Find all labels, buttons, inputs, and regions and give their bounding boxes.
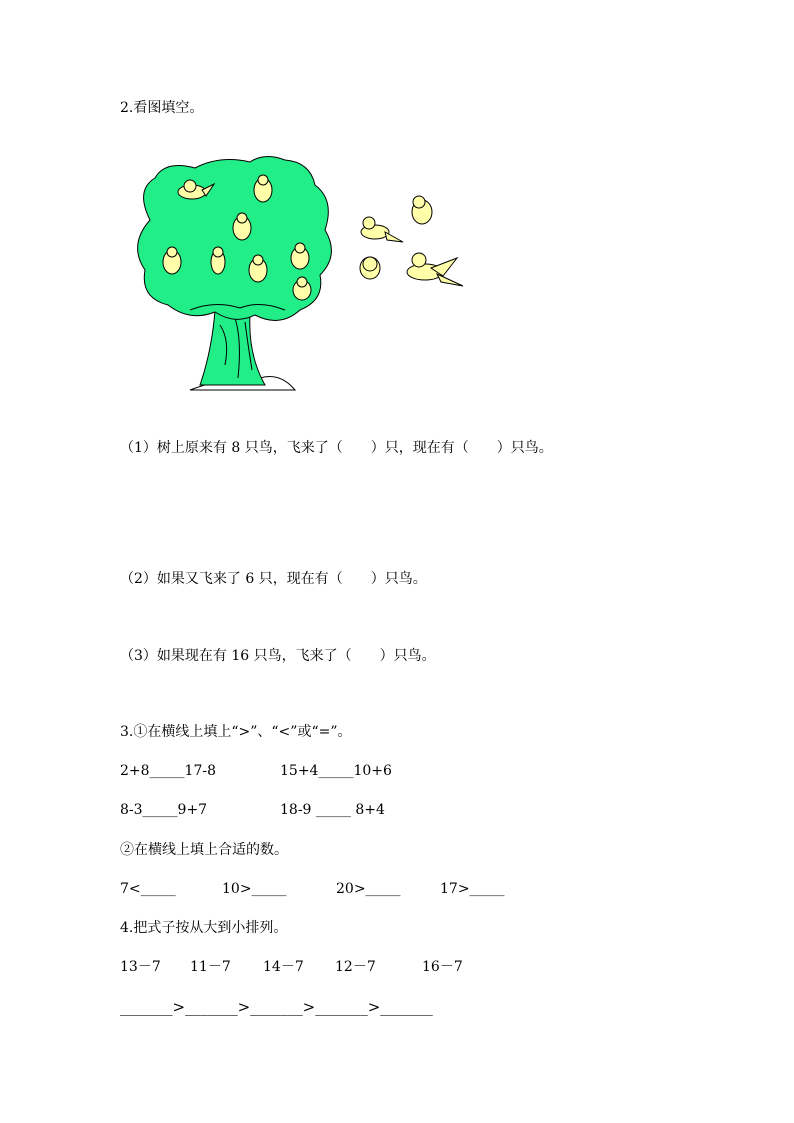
q4-expr-5: 16－7 [422,959,463,975]
flying-bird-3 [360,257,380,279]
flying-bird-4 [407,253,463,286]
q4-answer-chain: _______>_______>_______>_______>_______ [120,998,433,1016]
q2-sub3: （3）如果现在有 16 只鸟，飞来了（ ）只鸟。 [120,648,436,664]
tree-trunk [200,310,265,385]
q3-row2-item2: 18-9 _____ 8+4 [280,802,385,818]
q3-row3-item2: 10>_____ [222,881,287,897]
tree-bird-5 [211,247,225,274]
q3-row1-item1: 2+8_____17-8 [120,763,216,779]
q3-row1-item2: 15+4_____10+6 [280,763,392,779]
flying-bird-1 [361,217,403,242]
q4-expr-4: 12－7 [335,959,376,975]
q4-expr-2: 11－7 [190,959,231,975]
q3-row3-item3: 20>_____ [336,881,401,897]
tree-birds-illustration [120,150,470,395]
q2-sub2: （2）如果又飞来了 6 只，现在有（ ）只鸟。 [120,571,427,587]
q3-row3-item4: 17>_____ [440,881,505,897]
q3-title: 3.①在横线上填上“>”、“<”或“=”。 [120,724,352,740]
q4-expr-3: 14－7 [263,959,304,975]
q2-title: 2.看图填空。 [120,100,204,116]
q3-sub-title: ②在横线上填上合适的数。 [120,842,288,858]
q2-sub1: （1）树上原来有 8 只鸟，飞来了（ ）只，现在有（ ）只鸟。 [120,440,553,456]
q4-title: 4.把式子按从大到小排列。 [120,920,288,936]
flying-bird-2 [412,196,432,224]
q3-row3-item1: 7<_____ [120,881,176,897]
q3-row2-item1: 8-3_____9+7 [120,802,208,818]
q4-expr-1: 13－7 [120,959,161,975]
